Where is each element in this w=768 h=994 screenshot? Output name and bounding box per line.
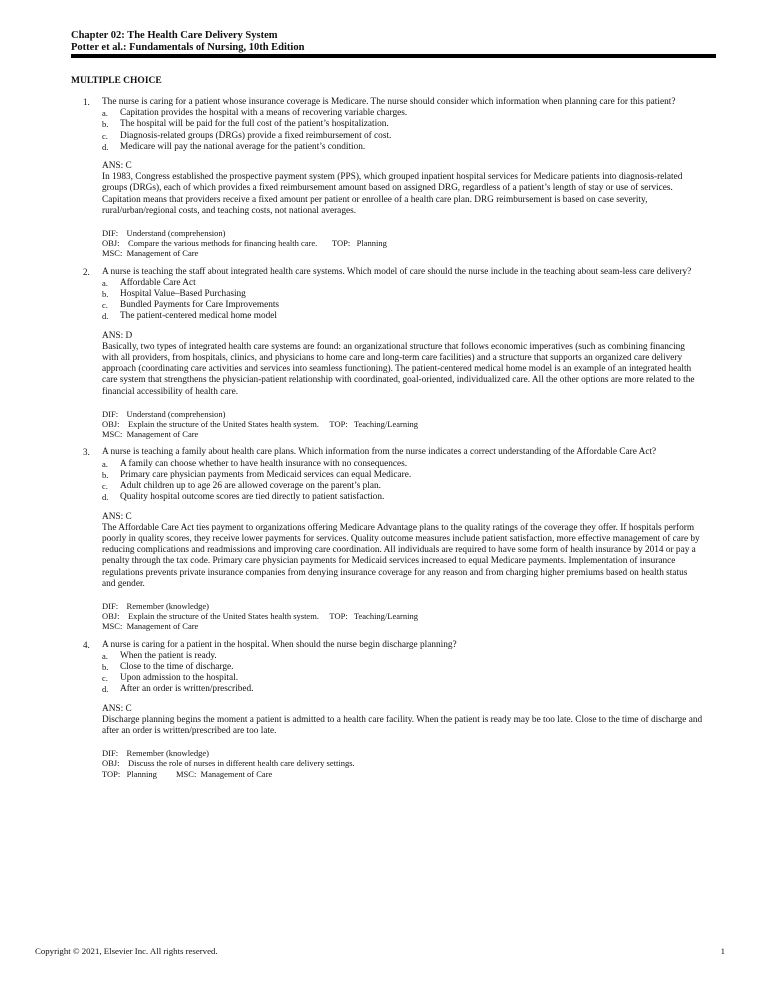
option-text: When the patient is ready. — [120, 650, 217, 661]
option-letter: c. — [102, 130, 108, 141]
question-stem: The nurse is caring for a patient whose insurance coverage is Medicare. The nurse should consider which information when planning care for this patient? — [102, 97, 676, 107]
question-number: 3. — [83, 447, 90, 458]
meta-obj: OBJ: Compare the various methods for financing health care. TOP: Planning — [102, 238, 387, 249]
option-d — [102, 311, 703, 322]
question-4 — [83, 640, 703, 779]
page-footer — [35, 946, 725, 956]
option-letter: b. — [102, 119, 109, 130]
option-text: Diagnosis-related groups (DRGs) provide a fixed reimbursement of cost. — [120, 130, 392, 141]
option-d — [102, 492, 703, 503]
option-letter: a. — [102, 650, 108, 661]
question-metadata — [102, 409, 703, 440]
option-letter: c. — [102, 673, 108, 684]
meta-dif: DIF: Understand (comprehension) — [102, 228, 226, 239]
meta-msc: MSC: Management of Care — [102, 248, 199, 259]
option-letter: b. — [102, 469, 109, 480]
rationale: Discharge planning begins the moment a patient is admitted to a health care facility. When the patient is ready may be too late. Close to the time of discharge and after an order is written/prescribed are too late. — [102, 714, 703, 736]
chapter-title: Chapter 02: The Health Care Delivery System — [71, 30, 278, 41]
header-rule — [71, 54, 716, 58]
document-header — [71, 30, 716, 54]
option-text: Bundled Payments for Care Improvements — [120, 300, 280, 311]
question-3 — [83, 447, 703, 631]
option-text: Affordable Care Act — [120, 277, 196, 288]
option-letter: d. — [102, 492, 109, 503]
meta-obj: OBJ: Discuss the role of nurses in different health care delivery settings. — [102, 758, 355, 769]
page-number: 1 — [720, 946, 725, 956]
meta-obj: OBJ: Explain the structure of the United States health system. TOP: Teaching/Learning — [102, 611, 418, 622]
option-text: After an order is written/prescribed. — [120, 684, 254, 695]
book-title: Potter et al.: Fundamentals of Nursing, 10th Edition — [71, 42, 305, 53]
option-letter: c. — [102, 300, 108, 311]
meta-obj: OBJ: Explain the structure of the United States health system. TOP: Teaching/Learning — [102, 419, 418, 430]
option-text: Capitation provides the hospital with a means of recovering variable charges. — [120, 108, 408, 119]
option-letter: a. — [102, 277, 108, 288]
option-b — [102, 289, 703, 300]
option-b — [102, 470, 703, 481]
question-number: 2. — [83, 266, 90, 277]
question-metadata — [102, 748, 703, 779]
option-a — [102, 459, 703, 470]
meta-dif: DIF: Remember (knowledge) — [102, 600, 209, 611]
option-text: Close to the time of discharge. — [120, 661, 234, 672]
option-text: The hospital will be paid for the full cost of the patient’s hospitalization. — [120, 119, 389, 130]
option-letter: d. — [102, 684, 109, 695]
meta-msc: MSC: Management of Care — [102, 429, 199, 440]
question-number: 1. — [83, 97, 90, 107]
option-text: Hospital Value–Based Purchasing — [120, 289, 246, 300]
meta-top-msc: TOP: Planning MSC: Management of Care — [102, 768, 273, 779]
option-b — [102, 119, 703, 130]
option-c — [102, 131, 703, 142]
meta-dif: DIF: Remember (knowledge) — [102, 748, 209, 759]
option-letter: a. — [102, 108, 108, 119]
option-b — [102, 662, 703, 673]
answer-key: ANS: C — [102, 703, 132, 714]
option-d — [102, 684, 703, 695]
copyright-notice: Copyright © 2021, Elsevier Inc. All rights reserved. — [35, 946, 218, 956]
rationale: Basically, two types of integrated health care systems are found: an organizational structure that follows economic imperatives (such as combining financing with all providers, from hospitals, clinics, and physicians to home care and long-term care facilities) and a structure that supports an organized care delivery approach (coordinating care activities and services into seamless functioning). The patient-centered medical home model is an example of an integrated health care system that strengthens the physician-patient relationship with coordinated, goal-oriented, individualized care. All the other options are more related to the financial accessibility of health care. — [102, 341, 695, 397]
option-a — [102, 108, 703, 119]
section-heading: MULTIPLE CHOICE — [71, 76, 162, 86]
meta-msc: MSC: Management of Care — [102, 621, 199, 632]
answer-key: ANS: C — [102, 511, 132, 522]
answer-key: ANS: C — [102, 161, 132, 172]
option-d — [102, 142, 703, 153]
option-c — [102, 300, 703, 311]
option-letter: d. — [102, 141, 109, 152]
question-stem: A nurse is caring for a patient in the hospital. When should the nurse begin discharge planning? — [102, 639, 457, 650]
rationale: In 1983, Congress established the prospective payment system (PPS), which grouped inpatient hospital services for Medicare patients into diagnosis-related groups (DRGs), each of which provides a fixed reimbursement amount based on assigned DRG, regardless of a patient’s length of stay or use of services. Capitation means that providers receive a fixed amount per patient or enrollee of a health care plan. DRG reimbursement is based on case severity, rural/urban/regional costs, and teaching costs, not national averages. — [102, 172, 683, 216]
option-a — [102, 278, 703, 289]
question-metadata — [102, 601, 703, 632]
option-c — [102, 673, 703, 684]
option-letter: b. — [102, 289, 109, 300]
question-2 — [83, 267, 703, 440]
option-text: Adult children up to age 26 are allowed coverage on the parent’s plan. — [120, 481, 381, 492]
questions-list — [83, 97, 703, 787]
option-text: Medicare will pay the national average for the patient’s condition. — [120, 141, 366, 152]
option-letter: d. — [102, 311, 109, 322]
option-text: A family can choose whether to have health insurance with no consequences. — [120, 458, 408, 469]
option-text: Primary care physician payments from Medicaid services can equal Medicare. — [120, 469, 412, 480]
option-text: Upon admission to the hospital. — [120, 673, 239, 684]
option-c — [102, 481, 703, 492]
option-letter: b. — [102, 661, 109, 672]
option-a — [102, 651, 703, 662]
option-letter: c. — [102, 481, 108, 492]
rationale: The Affordable Care Act ties payment to organizations offering Medicare Advantage plans to the quality ratings of the coverage they offer. If hospitals perform poorly in quality scores, they receive lower payments for services. Quality outcome measures include patient satisfaction, more effective management of care by reducing complications and readmissions and improving care coordination. All individuals are required to have some form of health insurance by 2014 or pay a penalty through the tax code. Primary care physician payments for Medicaid services increased to equal Medicare payments. Implementation of insurance regulations prevents private insurance companies from denying insurance coverage for any reason and from charging higher premiums based on health status and gender. — [102, 522, 700, 589]
question-number: 4. — [83, 639, 90, 650]
option-text: Quality hospital outcome scores are tied directly to patient satisfaction. — [120, 492, 385, 503]
question-stem: A nurse is teaching the staff about integrated health care systems. Which model of care should the nurse include in the teaching about seam-less care delivery? — [102, 266, 692, 277]
option-text: The patient-centered medical home model — [120, 311, 277, 322]
answer-key: ANS: D — [102, 330, 133, 341]
question-stem: A nurse is teaching a family about health care plans. Which information from the nurse indicates a correct understanding of the Affordable Care Act? — [102, 447, 657, 458]
question-metadata — [102, 228, 703, 259]
meta-dif: DIF: Understand (comprehension) — [102, 408, 226, 419]
option-letter: a. — [102, 458, 108, 469]
question-1 — [83, 97, 703, 259]
